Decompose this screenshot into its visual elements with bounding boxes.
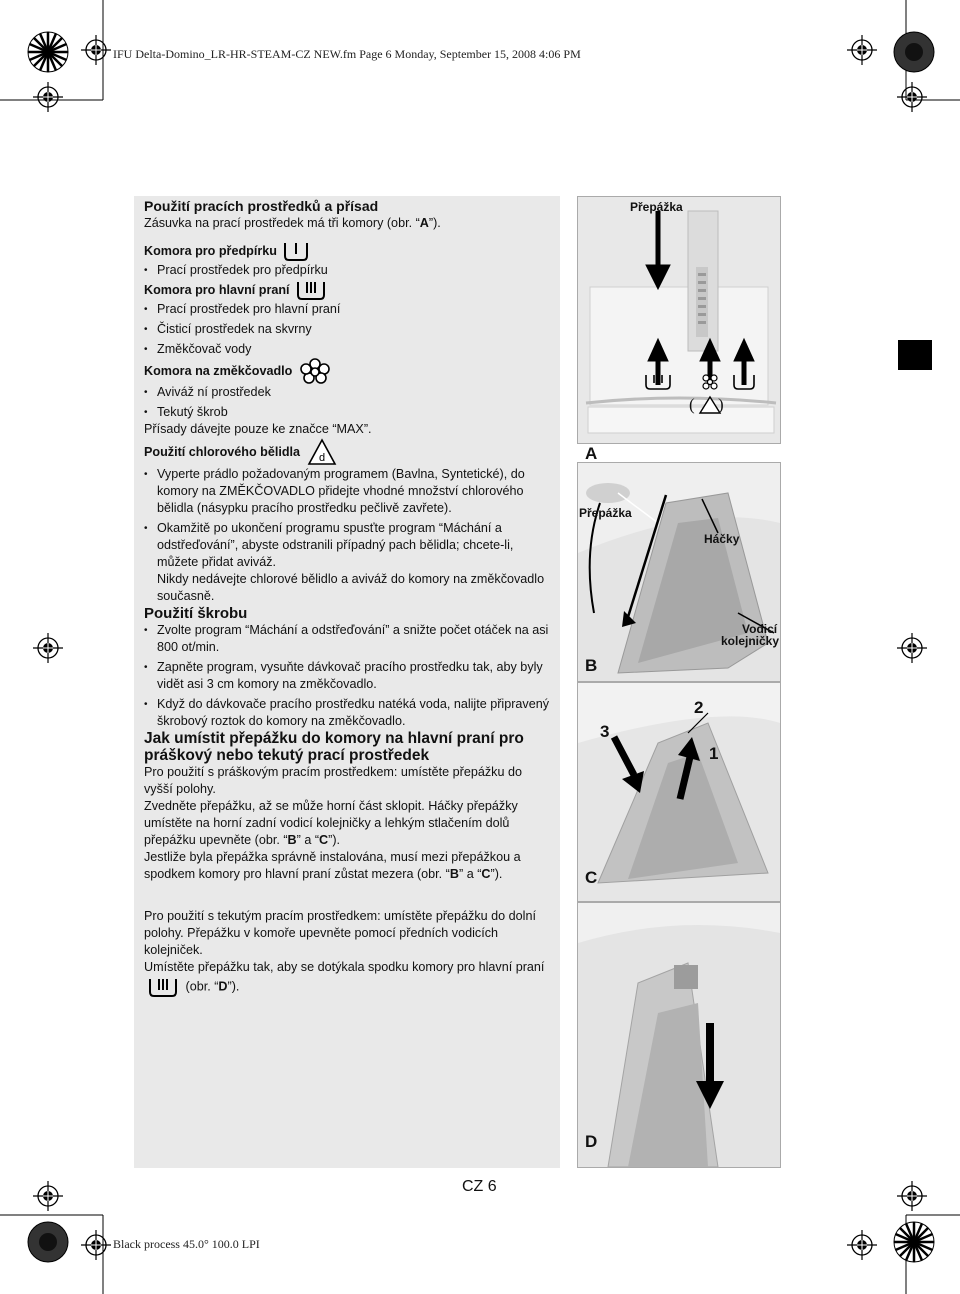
bleach-note: Nikdy nedávejte chlorové bělidlo a aviváž do komory na změkčovadlo současně. [157, 572, 545, 603]
figure-c-step-1: 1 [709, 744, 719, 763]
bleach-list [144, 466, 554, 571]
svg-text:d: d [318, 452, 325, 464]
print-footer: Black process 45.0° 100.0 LPI [113, 1237, 260, 1251]
text-column [144, 198, 554, 998]
starch-title: Použití škrobu [144, 605, 248, 622]
page-number: CZ 6 [462, 1178, 497, 1195]
drawer-illustration [578, 197, 780, 443]
figure-b-callout-rails-1: Vodicí [742, 622, 778, 636]
list-item: • Čisticí prostředek na skvrny [144, 321, 554, 338]
list-item: • Zvolte program “Máchání a odstřeďování” a snižte počet otáček na asi 800 ot/min. [144, 622, 554, 656]
partition-photo-c [578, 683, 780, 901]
figure-c-label: C [585, 868, 598, 887]
partition-p4: Pro použití s tekutým pracím prostředkem: umístěte přepážku do dolní polohy. Přepážku v komoře upevněte pomocí předních vodicích kolejniček. [144, 909, 536, 957]
max-note: Přísady dávejte pouze ke značce “MAX”. [144, 422, 372, 436]
main-wash-compartment-icon [296, 279, 326, 301]
bleach-heading: Použití chlorového bělidla d [144, 438, 554, 466]
max-mark-open: ( [689, 395, 695, 414]
figure-b-callout-rails-2: kolejničky [721, 634, 780, 648]
figure-d-photo [577, 902, 781, 1168]
figure-c-step-3: 3 [600, 722, 610, 741]
mainwash-list [144, 301, 554, 358]
list-item: • Aviváž ní prostředek [144, 384, 554, 401]
figure-a-callout: Přepážka [630, 200, 683, 214]
partition-photo-b [578, 463, 780, 681]
figure-a-photo [577, 196, 781, 444]
list-item: • Zapněte program, vysuňte dávkovač pracího prostředku tak, aby byly vidět asi 3 cm komory na změkčovadlo. [144, 659, 554, 693]
partition-photo-d [578, 903, 780, 1167]
partition-p5: Umístěte přepážku tak, aby se dotýkala spodku komory pro hlavní praní (obr. “D”). [144, 959, 554, 998]
mainwash-heading: Komora pro hlavní praní [144, 279, 554, 301]
softener-list [144, 384, 554, 421]
list-item: • Prací prostředek pro hlavní praní [144, 301, 554, 318]
softener-flower-icon [299, 358, 331, 384]
figure-a-label: A [585, 444, 598, 463]
detergents-title: Použití pracích prostředků a přísad [144, 198, 379, 214]
partition-p1: Pro použití s práškovým pracím prostředkem: umístěte přepážku do vyšší polohy. [144, 765, 522, 796]
figure-b-callout-hooks: Háčky [704, 532, 740, 546]
figure-c-photo [577, 682, 781, 902]
list-item: • Vyperte prádlo požadovaným programem (Bavlna, Syntetické), do komory na ZMĚKČOVADLO přidejte vhodné množství chlorového bělidla (násypku pracího prostředku pečlivě zavřete). [144, 466, 554, 517]
figure-c-step-2: 2 [694, 698, 704, 717]
section-tab-marker [898, 340, 932, 370]
list-item: • Prací prostředek pro předpírku [144, 262, 554, 279]
figure-b-callout-partition: Přepážka [579, 506, 632, 520]
partition-title-2: práškový nebo tekutý prací prostředek [144, 747, 430, 764]
prewash-list [144, 262, 554, 279]
starch-list [144, 622, 554, 730]
prewash-heading: Komora pro předpírku [144, 240, 554, 262]
softener-heading: Komora na změkčovadlo [144, 358, 554, 384]
list-item: • Změkčovač vody [144, 341, 554, 358]
list-item: • Tekutý škrob [144, 404, 554, 421]
chlorine-bleach-icon [307, 438, 337, 466]
prewash-compartment-icon [283, 240, 309, 262]
figure-d-label: D [585, 1132, 598, 1151]
max-mark-close: ) [718, 395, 724, 414]
list-item: • Když do dávkovače pracího prostředku natéká voda, nalijte připravený škrobový roztok do komory na změkčovadlo. [144, 696, 554, 730]
main-wash-compartment-icon [148, 976, 178, 998]
partition-p2: Zvedněte přepážku, až se může horní část sklopit. Háčky přepážky umístěte na horní zadní vodicí kolejničky a lehkým stlačením dolů přepážku upevněte (obr. “B” a “C”). [144, 799, 518, 847]
list-item: • Okamžitě po ukončení programu spusťte program “Máchání a odstřeďování”, abyste odstranili případný pach bělidla; chcete-li, můžete přidat aviváž. [144, 520, 554, 571]
partition-title-1: Jak umístit přepážku do komory na hlavní praní pro [144, 730, 524, 747]
figure-b-photo [577, 462, 781, 682]
figure-b-label: B [585, 656, 598, 675]
partition-p3: Jestliže byla přepážka správně instalována, musí mezi přepážkou a spodkem komory pro hlavní praní zůstat mezera (obr. “B” a “C”). [144, 850, 521, 881]
detergents-intro: Zásuvka na prací prostředek má tři komory (obr. “A”). [144, 216, 441, 230]
print-header: IFU Delta-Domino_LR-HR-STEAM-CZ NEW.fm Page 6 Monday, September 15, 2008 4:06 PM [113, 47, 581, 61]
